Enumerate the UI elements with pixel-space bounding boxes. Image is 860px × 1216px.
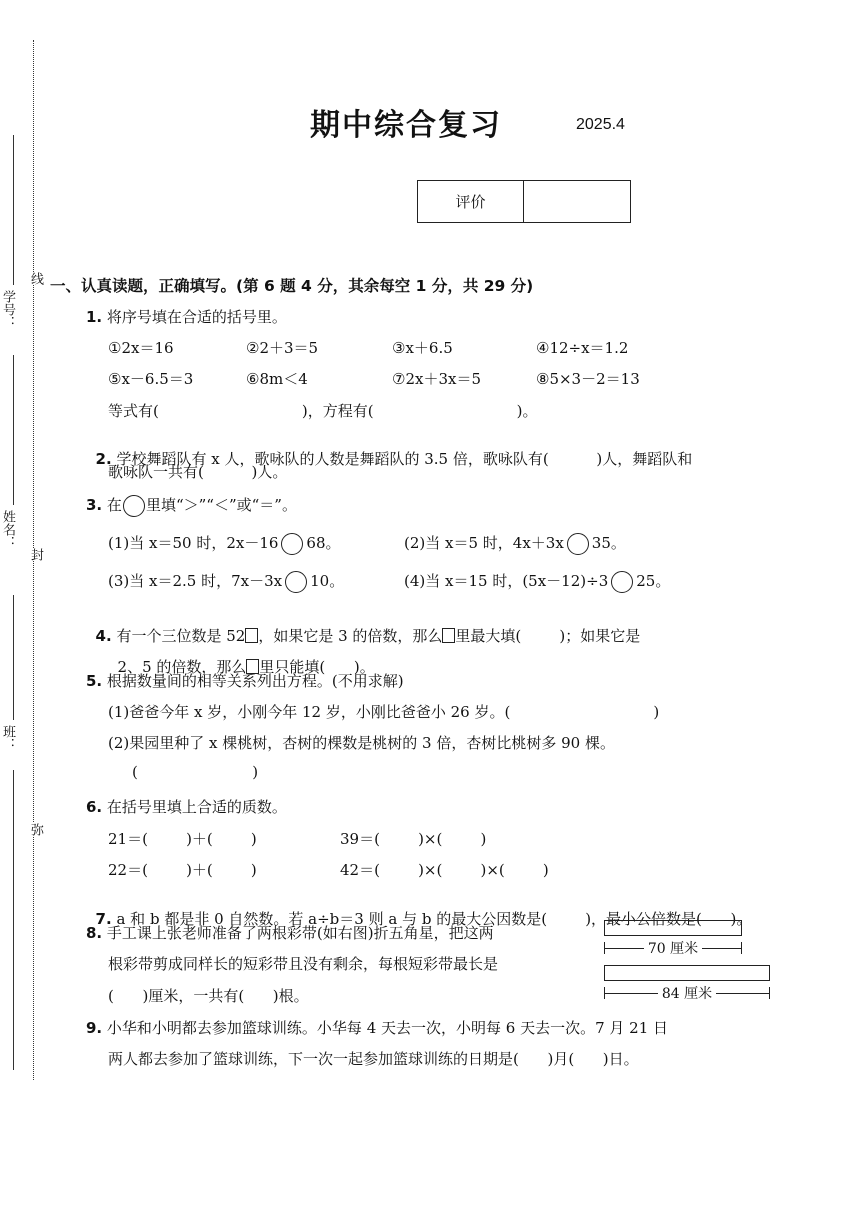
- question-3: [86, 494, 297, 517]
- q3-item-2: [404, 532, 626, 555]
- question-number: 2.: [95, 450, 112, 468]
- q1-item-3: ③x＋6.5: [392, 339, 453, 357]
- q8-line-1: 手工课上张老师准备了两根彩带(如右图)折五角星，把这两: [106, 924, 494, 942]
- question-8: [86, 922, 494, 943]
- section-title: 一、认真读题，正确填写。(第 6 题 4 分，其余每空 1 分，共 29 分): [50, 277, 534, 295]
- q3-item-2-text: (2)当 x＝5 时，4x＋3x: [404, 534, 564, 552]
- q3-item-4-value: 25。: [636, 572, 671, 590]
- question-number: 6.: [86, 798, 103, 816]
- q2-line-1[interactable]: 学校舞蹈队有 x 人，歌咏队的人数是舞蹈队的 3.5 倍，歌咏队有( )人，舞蹈队和: [116, 450, 693, 468]
- question-number: 4.: [95, 627, 112, 645]
- q6-item-2[interactable]: 39＝( )×( ): [340, 830, 487, 848]
- q5-line-1[interactable]: (1)爸爸今年 x 岁，小刚今年 12 岁，小刚比爸爸小 26 岁。( ): [108, 703, 660, 721]
- q1-item-6: ⑥8m＜4: [246, 370, 308, 388]
- binding-line-char: 线: [28, 272, 43, 285]
- name-underline: [13, 355, 14, 505]
- compare-circle[interactable]: [567, 533, 589, 555]
- q1-item-5: ⑤x－6.5＝3: [108, 370, 194, 388]
- q4-text-b: ，如果它是 3 的倍数，那么: [258, 627, 443, 645]
- student-no-label: 学号：: [0, 290, 15, 329]
- question-text: 在括号里填上合适的质数。: [106, 798, 287, 816]
- q1-item-7: ⑦2x＋3x＝5: [392, 370, 481, 388]
- name-label: 姓名：: [0, 510, 15, 549]
- ribbon-70: [604, 920, 742, 936]
- question-9: [86, 1017, 668, 1038]
- ribbon-84-dimension: [604, 983, 770, 1003]
- square-icon: [442, 628, 455, 643]
- q9-line-2[interactable]: 两人都去参加了篮球训练，下一次一起参加篮球训练的日期是( )月( )日。: [108, 1050, 639, 1068]
- q3-text-a: 在: [106, 496, 122, 514]
- q3-item-4-text: (4)当 x＝15 时，(5x－12)÷3: [404, 572, 609, 590]
- question-number: 9.: [86, 1019, 103, 1037]
- student-no-underline: [13, 135, 14, 285]
- circle-icon: [123, 495, 145, 517]
- q6-item-3[interactable]: 22＝( )＋( ): [108, 861, 257, 879]
- q1-answer-line[interactable]: 等式有( )，方程有( )。: [108, 402, 538, 420]
- q1-item-4: ④12÷x＝1.2: [536, 339, 629, 357]
- q3-item-1-value: 68。: [306, 534, 341, 552]
- q3-item-3: [108, 570, 344, 593]
- q5-line-2: (2)果园里种了 x 棵桃树，杏树的棵数是桃树的 3 倍，杏树比桃树多 90 棵。: [108, 734, 615, 752]
- question-6: [86, 796, 287, 817]
- compare-circle[interactable]: [281, 533, 303, 555]
- q3-item-3-text: (3)当 x＝2.5 时，7x－3x: [108, 572, 283, 590]
- binding-seal-char: 封: [28, 548, 43, 561]
- evaluation-field[interactable]: [524, 181, 630, 222]
- class-label: 班：: [0, 725, 15, 751]
- evaluation-box: [417, 180, 631, 223]
- question-text: 根据数量间的相等关系列出方程。(不用求解): [106, 672, 404, 690]
- question-text: 将序号填在合适的括号里。: [106, 308, 287, 326]
- page-title: 期中综合复习: [310, 108, 502, 143]
- q3-item-1: [108, 532, 341, 555]
- q4-text-a: 有一个三位数是 52: [116, 627, 246, 645]
- q3-item-1-text: (1)当 x＝50 时，2x－16: [108, 534, 279, 552]
- evaluation-label: 评价: [418, 181, 524, 222]
- question-number: 7.: [95, 910, 112, 928]
- question-number: 5.: [86, 672, 103, 690]
- q4-text-d: 2、5 的倍数，那么: [117, 658, 247, 676]
- q3-item-3-value: 10。: [310, 572, 345, 590]
- ribbon-70-dimension: [604, 938, 742, 958]
- q6-item-1[interactable]: 21＝( )＋( ): [108, 830, 257, 848]
- class-underline: [13, 595, 14, 720]
- compare-circle[interactable]: [611, 571, 633, 593]
- q8-line-2: 根彩带剪成同样长的短彩带且没有剩余，每根短彩带最长是: [108, 955, 499, 973]
- q3-item-2-value: 35。: [591, 534, 626, 552]
- q1-item-2: ②2＋3＝5: [246, 339, 319, 357]
- q8-line-3[interactable]: ( )厘米，一共有( )根。: [108, 987, 309, 1005]
- question-1: [86, 306, 287, 327]
- q6-item-4[interactable]: 42＝( )×( )×( ): [340, 861, 549, 879]
- q3-text-b: 里填“＞”“＜”或“＝”。: [145, 496, 297, 514]
- q3-item-4: [404, 570, 670, 593]
- q4-text-c[interactable]: 里最大填( )；如果它是: [455, 627, 641, 645]
- ribbon-70-label: 70 厘米: [647, 941, 699, 957]
- q4-text-e[interactable]: 里只能填( )。: [259, 658, 375, 676]
- q2-line-2[interactable]: 歌咏队一共有( )人。: [108, 463, 288, 481]
- compare-circle[interactable]: [285, 571, 307, 593]
- q1-item-1: ①2x＝16: [108, 339, 174, 357]
- q7-text[interactable]: a 和 b 都是非 0 自然数。若 a÷b＝3 则 a 与 b 的最大公因数是( )，最小公倍数是( )。: [116, 910, 752, 928]
- question-number: 1.: [86, 308, 103, 326]
- q9-line-1: 小华和小明都去参加篮球训练。小华每 4 天去一次，小明每 6 天去一次。7 月 21 日: [106, 1019, 669, 1037]
- question-5: [86, 670, 404, 691]
- page-date: 2025.4: [576, 116, 625, 133]
- ribbon-84-label: 84 厘米: [661, 986, 713, 1002]
- class-underline-lower: [13, 770, 14, 1070]
- question-number: 3.: [86, 496, 103, 514]
- binding-seal-char-2: 弥: [28, 823, 43, 836]
- q5-line-3[interactable]: ( ): [132, 763, 259, 781]
- question-number: 8.: [86, 924, 103, 942]
- q1-item-8: ⑧5×3－2＝13: [536, 370, 640, 388]
- ribbon-84: [604, 965, 770, 981]
